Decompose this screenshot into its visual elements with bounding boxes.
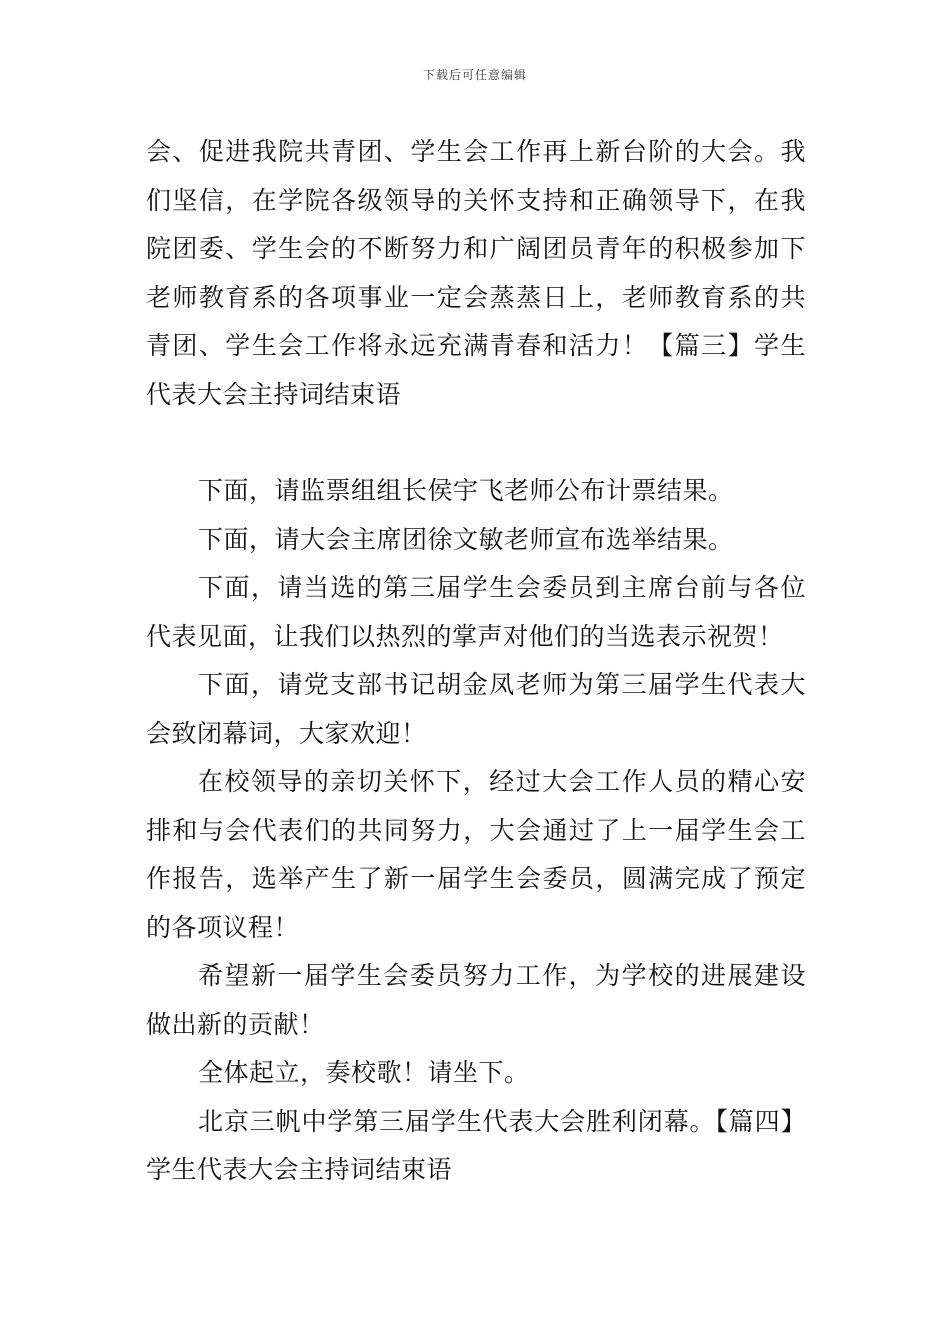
paragraph-8: 北京三帆中学第三届学生代表大会胜利闭幕。【篇四】学生代表大会主持词结束语: [146, 1106, 806, 1184]
document-body: [146, 128, 806, 1195]
paragraph-7: 全体起立，奏校歌！请坐下。: [198, 1058, 530, 1087]
page-header-note: 下载后可任意编辑: [422, 68, 527, 82]
paragraph-2: 下面，请大会主席团徐文敏老师宣布选举结果。: [198, 524, 734, 554]
intro-paragraph: 会、促进我院共青团、学生会工作再上新台阶的大会。我们坚信，在学院各级领导的关怀支持和正确领导下，在我院团委、学生会的不断努力和广阔团员青年的积极参加下老师教育系的各项事业一定会蒸蒸日上，老师教育系的共青团、学生会工作将永远充满青春和活力！【篇三】学生代表大会主持词结束语: [146, 137, 806, 409]
paragraph-6: 希望新一届学生会委员努力工作，为学校的进展建设做出新的贡献！: [146, 961, 806, 1039]
paragraph-4: 下面，请党支部书记胡金凤老师为第三届学生代表大会致闭幕词，大家欢迎！: [146, 670, 806, 748]
section-spacer: [146, 419, 806, 467]
paragraph-5: 在校领导的亲切关怀下，经过大会工作人员的精心安排和与会代表们的共同努力，大会通过了上一届学生会工作报告，选举产生了新一届学生会委员，圆满完成了预定的各项议程！: [146, 767, 806, 942]
paragraph-3: 下面，请当选的第三届学生会委员到主席台前与各位代表见面，让我们以热烈的掌声对他们的当选表示祝贺！: [146, 573, 806, 651]
paragraph-1: 下面，请监票组组长侯宇飞老师公布计票结果。: [198, 476, 734, 505]
